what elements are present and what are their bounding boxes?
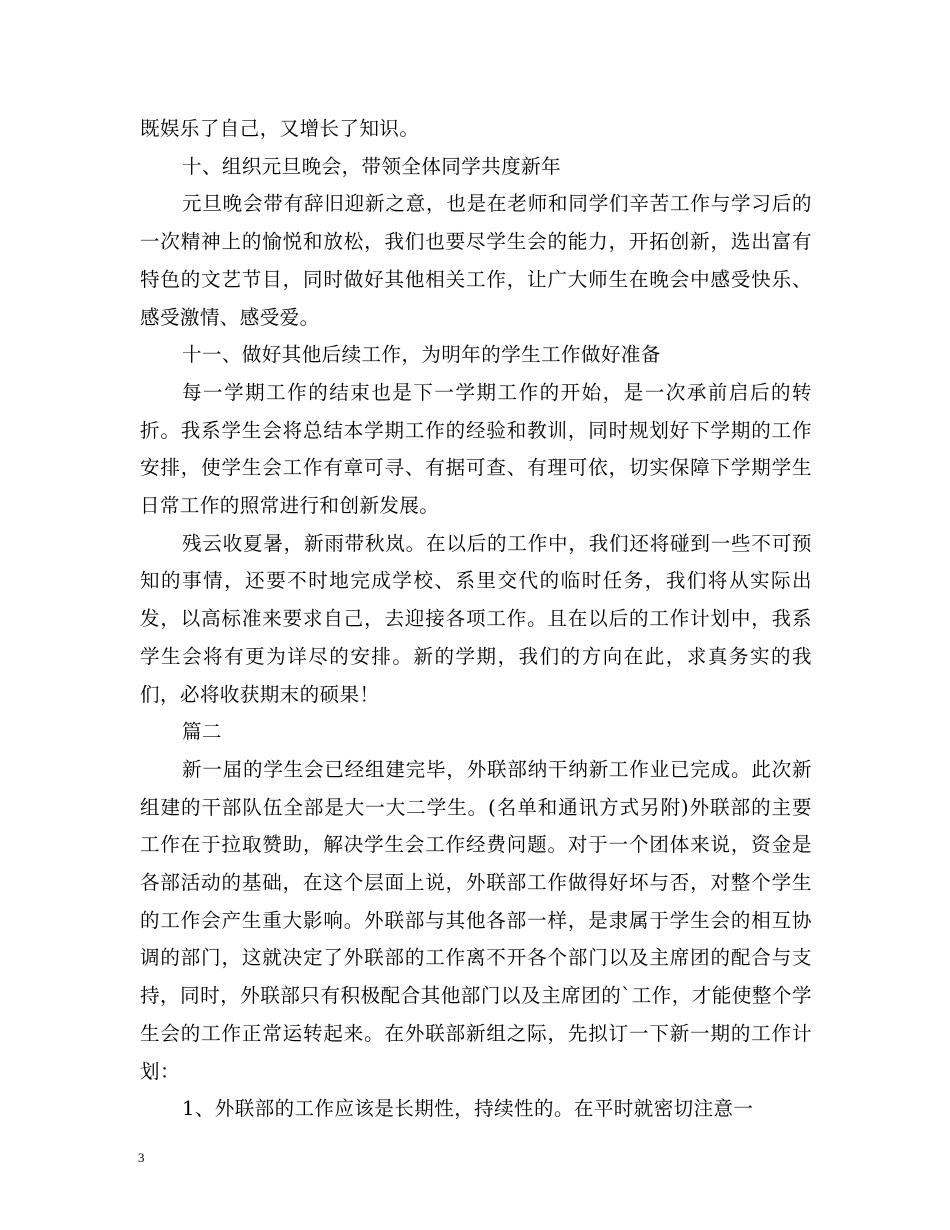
paragraph-new-year-gala: 元旦晚会带有辞旧迎新之意，也是在老师和同学们辛苦工作与学习后的一次精神上的愉悦和放松，我们也要尽学生会的能力，开拓创新，选出富有特色的文艺节目，同时做好其他相关工作，让广大师生在晚会中感受快乐、感受激情、感受爱。 bbox=[140, 192, 812, 329]
paragraph-continuation: 既娱乐了自己，又增长了知识。 bbox=[140, 117, 420, 140]
section-title-part-two: 篇二 bbox=[182, 720, 222, 744]
paragraph-external-relations: 新一届的学生会已经组建完毕，外联部纳干纳新工作业已完成。此次新组建的干部队伍全部是大一大二学生。(名单和通讯方式另附)外联部的主要工作在于拉取赞助，解决学生会工作经费问题。对于一个团体来说，资金是各部活动的基础，在这个层面上说，外联部工作做得好坏与否，对整个学生的工作会产生重大影响。外联部与其他各部一样，是隶属于学生会的相互协调的部门，这就决定了外联部的工作离不开各个部门以及主席团的配合与支持，同时，外联部只有积极配合其他部门以及主席团的`工作，才能使整个学生会的工作正常运转起来。在外联部新组之际，先拟订一下新一期的工作计划： bbox=[140, 757, 812, 1083]
paragraph-semester-summary: 每一学期工作的结束也是下一学期工作的开始，是一次承前启后的转折。我系学生会将总结本学期工作的经验和教训，同时规划好下学期的工作安排，使学生会工作有章可寻、有据可查、有理可依，切实保障下学期学生日常工作的照常进行和创新发展。 bbox=[140, 380, 812, 518]
section-heading-follow-up-work: 十一、做好其他后续工作，为明年的学生工作做好准备 bbox=[182, 343, 661, 367]
list-item-1: 1、外联部的工作应该是长期性，持续性的。在平时就密切注意一 bbox=[182, 1097, 754, 1121]
paragraph-closing: 残云收夏暑，新雨带秋岚。在以后的工作中，我们还将碰到一些不可预知的事情，还要不时地完成学校、系里交代的临时任务，我们将从实际出发，以高标准来要求自己，去迎接各项工作。且在以后的工作计划中，我系学生会将有更为详尽的安排。新的学期，我们的方向在此，求真务实的我们，必将收获期末的硕果！ bbox=[140, 531, 812, 706]
section-heading-new-year-gala: 十、组织元旦晚会，带领全体同学共度新年 bbox=[182, 154, 562, 178]
page-number: 3 bbox=[138, 1150, 145, 1165]
document-body bbox=[140, 110, 812, 1128]
